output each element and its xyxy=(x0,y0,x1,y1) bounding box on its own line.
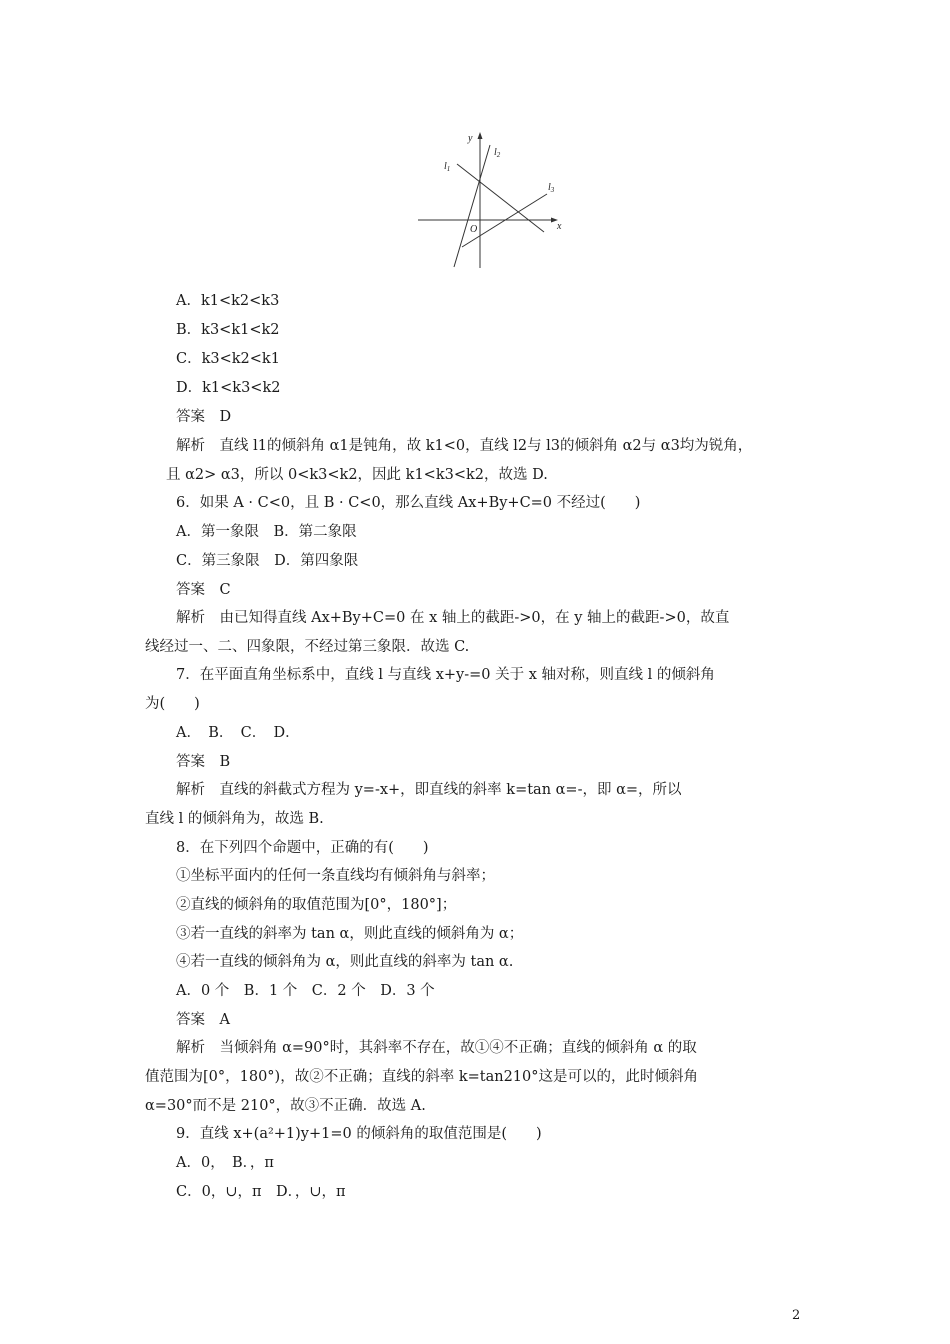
proposition-4: ④若一直线的倾斜角为 α，则此直线的斜率为 tan α. xyxy=(176,954,514,970)
options-abcd: A．0 个 B．1 个 C．2 个 D．3 个 xyxy=(176,983,435,999)
page-number: 2 xyxy=(792,1308,801,1323)
line-l2 xyxy=(454,145,490,267)
explanation-line: α=30°而不是 210°，故③不正确．故选 A. xyxy=(145,1098,426,1114)
proposition-1: ①坐标平面内的任何一条直线均有倾斜角与斜率； xyxy=(176,868,495,884)
x-axis-label: x xyxy=(557,221,562,232)
option-b: B．k3<k1<k2 xyxy=(176,322,280,338)
question-6: 6．如果 A · C<0，且 B · C<0，那么直线 Ax+By+C=0 不经过( ) xyxy=(176,495,641,511)
explanation-line: 解析 当倾斜角 α=90°时，其斜率不存在，故①④不正确；直线的倾斜角 α 的取 xyxy=(176,1040,697,1056)
explanation-line: 解析 直线的斜截式方程为 y=-x+，即直线的斜率 k=tan α=-，即 α=，所以 xyxy=(176,782,682,798)
y-axis-arrow-icon xyxy=(478,132,483,139)
option-d: D．k1<k3<k2 xyxy=(176,380,281,396)
line-l1 xyxy=(457,164,544,232)
answer: 答案 B xyxy=(176,754,231,770)
proposition-2: ②直线的倾斜角的取值范围为[0°，180°]； xyxy=(176,897,457,913)
options-ab: A．第一象限 B．第二象限 xyxy=(176,524,357,540)
l1-subscript: 1 xyxy=(446,165,451,173)
question-7: 7．在平面直角坐标系中，直线 l 与直线 x+y-=0 关于 x 轴对称，则直线 l 的倾斜角 xyxy=(176,667,715,683)
l2-subscript: 2 xyxy=(496,151,501,159)
question-9: 9．直线 x+(a²+1)y+1=0 的倾斜角的取值范围是( ) xyxy=(176,1126,542,1142)
l1-label: l xyxy=(444,161,447,172)
svg-text:l3 xyxy=(548,182,555,194)
line-figure xyxy=(410,128,570,270)
options-cd: C．第三象限 D．第四象限 xyxy=(176,553,359,569)
l3-subscript: 3 xyxy=(550,186,555,194)
options-ab: A．0， B．，π xyxy=(176,1155,274,1171)
option-c: C．k3<k2<k1 xyxy=(176,351,280,367)
explanation-line: 解析 直线 l1的倾斜角 α1是钝角，故 k1<0，直线 l2与 l3的倾斜角 α2与 α3均为锐角， xyxy=(176,438,753,454)
l2-label: l xyxy=(494,147,497,158)
explanation-line: 值范围为[0°，180°)，故②不正确；直线的斜率 k=tan210°这是可以的，此时倾斜角 xyxy=(145,1069,698,1085)
explanation-line: 解析 由已知得直线 Ax+By+C=0 在 x 轴上的截距->0，在 y 轴上的截距->0，故直 xyxy=(176,610,730,626)
answer: 答案 A xyxy=(176,1012,230,1028)
options-cd: C．0，∪，π D．，∪，π xyxy=(176,1184,346,1200)
explanation-line: 且 α2> α3，所以 0<k3<k2，因此 k1<k3<k2，故选 D. xyxy=(166,467,548,483)
proposition-3: ③若一直线的斜率为 tan α，则此直线的倾斜角为 α； xyxy=(176,926,524,942)
explanation-line: 线经过一、二、四象限，不经过第三象限．故选 C. xyxy=(145,639,470,655)
l3-label: l xyxy=(548,182,551,193)
origin-label: O xyxy=(470,224,478,235)
y-axis-label: y xyxy=(468,133,473,144)
svg-text:l2 xyxy=(494,147,501,159)
explanation-line: 直线 l 的倾斜角为，故选 B. xyxy=(145,811,324,827)
question-7-cont: 为( ) xyxy=(145,696,200,712)
svg-text:l1 xyxy=(444,161,450,173)
question-8: 8．在下列四个命题中，正确的有( ) xyxy=(176,840,429,856)
answer: 答案 C xyxy=(176,582,231,598)
answer: 答案 D xyxy=(176,409,232,425)
option-a: A．k1<k2<k3 xyxy=(176,293,280,309)
options-abcd: A． B． C． D． xyxy=(176,725,300,741)
